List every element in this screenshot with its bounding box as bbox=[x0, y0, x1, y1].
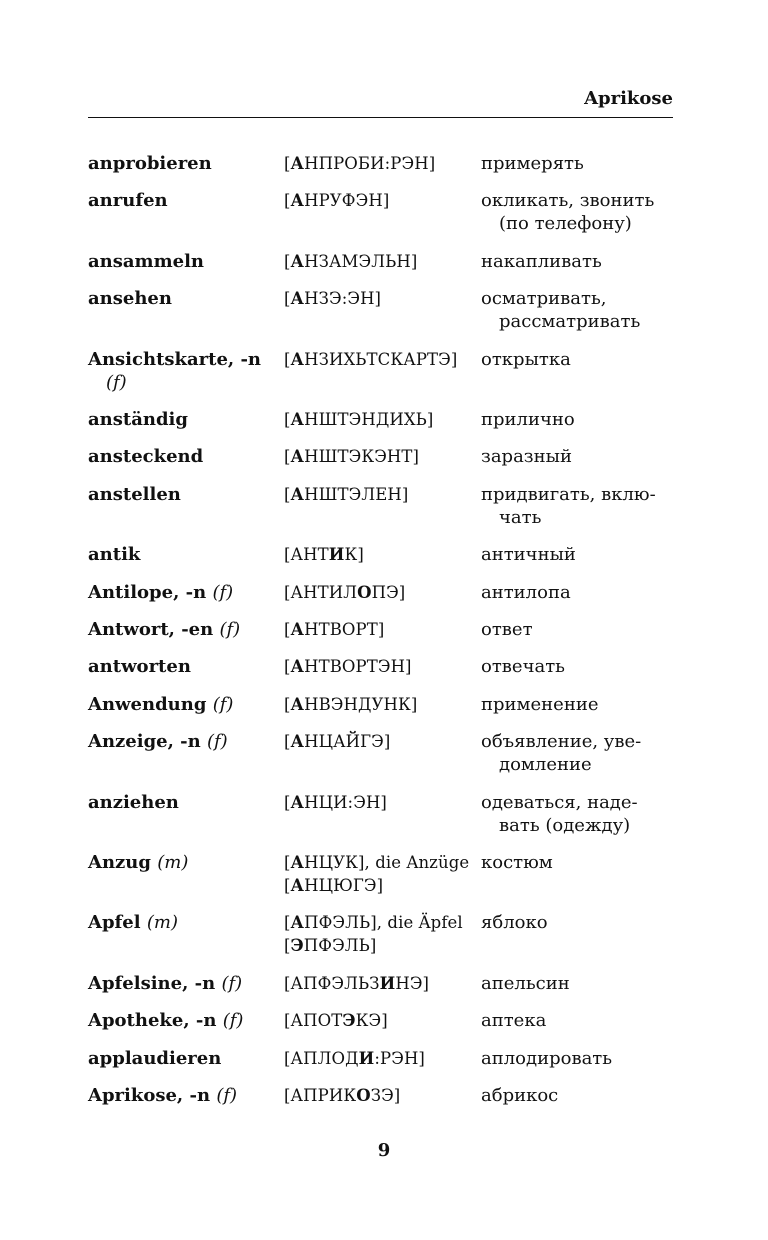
translation-line: ответ bbox=[481, 619, 533, 640]
dictionary-entry bbox=[88, 483, 673, 529]
dictionary-entry bbox=[88, 1009, 673, 1032]
stressed-syllable: И bbox=[358, 1048, 375, 1068]
translation-line: отвечать bbox=[481, 656, 565, 678]
page-number: 9 bbox=[377, 1140, 391, 1161]
dictionary-entry bbox=[88, 730, 673, 776]
headword bbox=[88, 543, 278, 566]
pronunciation: [АНЗЭ:ЭН] bbox=[284, 289, 382, 309]
headword bbox=[88, 152, 278, 175]
headword bbox=[88, 1009, 278, 1032]
headword-text: antik bbox=[88, 544, 141, 566]
pronunciation: [АПРИКОЗЭ] bbox=[284, 1086, 401, 1105]
dictionary-entry bbox=[88, 348, 673, 394]
stressed-syllable: А bbox=[290, 154, 305, 173]
dictionary-entry bbox=[88, 791, 673, 837]
translation-line: апельсин bbox=[481, 972, 570, 994]
translation-line: прилично bbox=[481, 409, 575, 430]
grammatical-gender: (f) bbox=[221, 972, 243, 994]
headword-text: Aprikose, -n bbox=[88, 1085, 211, 1106]
translation bbox=[481, 911, 676, 934]
grammatical-gender: (f) bbox=[106, 371, 127, 393]
pronunciation: [АНПРОБИ:РЭН] bbox=[284, 154, 436, 173]
translation bbox=[481, 1047, 676, 1070]
translation-line: рассматривать bbox=[499, 311, 641, 333]
translation-line: аплодировать bbox=[481, 1047, 613, 1069]
translation bbox=[481, 618, 676, 641]
headword-text: applaudieren bbox=[88, 1047, 222, 1069]
headword-text: anprobieren bbox=[88, 153, 212, 174]
stressed-syllable: А bbox=[290, 289, 305, 309]
stressed-syllable: О bbox=[357, 582, 372, 602]
translation-line: античный bbox=[481, 544, 576, 566]
header-rule bbox=[88, 117, 673, 118]
stressed-syllable: А bbox=[290, 853, 305, 872]
pronunciation: [АНТИК] bbox=[284, 545, 364, 565]
pronunciation: [АНЦИ:ЭН] bbox=[284, 792, 387, 812]
headword-text: anrufen bbox=[88, 190, 168, 212]
translation bbox=[481, 655, 676, 678]
headword bbox=[88, 348, 278, 394]
pronunciation: [АНТВОРТЭН] bbox=[284, 657, 412, 677]
translation-line: (по телефону) bbox=[499, 213, 632, 235]
translation bbox=[481, 693, 676, 716]
headword bbox=[88, 581, 278, 604]
headword-text: Apfelsine, -n bbox=[88, 972, 216, 994]
stressed-syllable: А bbox=[290, 447, 305, 467]
stressed-syllable: Э bbox=[342, 1011, 356, 1031]
stressed-syllable: А bbox=[290, 657, 305, 677]
pronunciation: [АНШТЭКЭНТ] bbox=[284, 447, 420, 467]
pronunciation: [АНРУФЭН] bbox=[284, 191, 390, 211]
stressed-syllable: А bbox=[290, 484, 305, 504]
headword-text: anständig bbox=[88, 409, 188, 430]
headword-text: Anzug bbox=[88, 852, 151, 873]
stressed-syllable: О bbox=[356, 1086, 371, 1105]
stressed-syllable: А bbox=[290, 251, 305, 271]
dictionary-entry bbox=[88, 250, 673, 273]
headword bbox=[88, 1047, 278, 1070]
headword bbox=[88, 1084, 278, 1107]
translation bbox=[481, 730, 676, 776]
stressed-syllable: А bbox=[290, 620, 305, 639]
stressed-syllable: И bbox=[328, 545, 345, 565]
translation bbox=[481, 152, 676, 175]
stressed-syllable: А bbox=[290, 876, 305, 895]
headword-text: ansehen bbox=[88, 288, 172, 310]
translation-line: костюм bbox=[481, 852, 553, 873]
pronunciation: [АНТИЛОПЭ] bbox=[284, 582, 406, 602]
stressed-syllable: А bbox=[290, 410, 305, 429]
translation-line: аптека bbox=[481, 1010, 547, 1032]
pronunciation: [АНШТЭЛЕН] bbox=[284, 484, 409, 504]
translation-line: антилопа bbox=[481, 581, 571, 603]
pronunciation: [АНЦАЙГЭ] bbox=[284, 732, 391, 752]
grammatical-gender: (f) bbox=[222, 1010, 244, 1032]
headword-text: Anwendung bbox=[88, 693, 207, 715]
translation-line: окликать, звонить bbox=[481, 190, 655, 212]
translation-line: придвигать, вклю- bbox=[481, 483, 656, 505]
dictionary-entry bbox=[88, 408, 673, 431]
pronunciation: [АНШТЭНДИХЬ] bbox=[284, 410, 434, 429]
stressed-syllable: Э bbox=[290, 936, 304, 956]
pronunciation: [АНТВОРТ] bbox=[284, 620, 385, 639]
pronunciation: [АПЛОДИ:РЭН] bbox=[284, 1048, 425, 1068]
stressed-syllable: А bbox=[290, 694, 305, 714]
translation bbox=[481, 445, 676, 468]
headword-text: ansammeln bbox=[88, 250, 205, 272]
headword-text: Anzeige, -n bbox=[88, 731, 201, 753]
stressed-syllable: А bbox=[290, 792, 305, 812]
translation bbox=[481, 483, 676, 529]
grammatical-gender: (f) bbox=[212, 581, 234, 603]
translation bbox=[481, 972, 676, 995]
headword bbox=[88, 250, 278, 273]
stressed-syllable: А bbox=[290, 349, 305, 369]
headword bbox=[88, 693, 278, 716]
stressed-syllable: А bbox=[290, 191, 305, 211]
grammatical-gender: (m) bbox=[157, 852, 189, 873]
stressed-syllable: И bbox=[379, 973, 396, 993]
translation-line: абрикос bbox=[481, 1085, 559, 1106]
pronunciation: [АПФЭЛЬ], die Äpfel [ЭПФЭЛЬ] bbox=[284, 913, 463, 956]
translation-line: объявление, уве- bbox=[481, 731, 642, 753]
translation-line: применение bbox=[481, 693, 599, 715]
dictionary-entry bbox=[88, 152, 673, 175]
translation bbox=[481, 408, 676, 431]
pronunciation: [АНВЭНДУНК] bbox=[284, 694, 418, 714]
translation-line: заразный bbox=[481, 446, 572, 468]
grammatical-gender: (f) bbox=[219, 619, 241, 640]
dictionary-entry bbox=[88, 618, 673, 641]
translation-line: одеваться, наде- bbox=[481, 791, 638, 813]
headword-text: anstellen bbox=[88, 483, 181, 505]
headword bbox=[88, 618, 278, 641]
translation bbox=[481, 250, 676, 273]
headword bbox=[88, 189, 278, 212]
translation-line: примерять bbox=[481, 153, 584, 174]
dictionary-entry bbox=[88, 1047, 673, 1070]
translation bbox=[481, 287, 676, 333]
translation bbox=[481, 543, 676, 566]
translation bbox=[481, 1084, 676, 1107]
grammatical-gender: (m) bbox=[146, 912, 178, 934]
headword-text: anziehen bbox=[88, 791, 179, 813]
headword bbox=[88, 655, 278, 678]
headword-text: Antilope, -n bbox=[88, 581, 207, 603]
translation bbox=[481, 348, 676, 371]
translation bbox=[481, 1009, 676, 1032]
grammatical-gender: (f) bbox=[212, 693, 234, 715]
headword bbox=[88, 445, 278, 468]
headword-text: antworten bbox=[88, 656, 191, 678]
dictionary-entry bbox=[88, 972, 673, 995]
stressed-syllable: А bbox=[290, 732, 305, 752]
translation-line: осматривать, bbox=[481, 288, 607, 310]
dictionary-entry bbox=[88, 543, 673, 566]
headword-text: Ansichtskarte, -n bbox=[88, 348, 261, 370]
grammatical-gender: (f) bbox=[216, 1085, 238, 1106]
dictionary-entry bbox=[88, 655, 673, 678]
headword bbox=[88, 483, 278, 506]
dictionary-entry bbox=[88, 1084, 673, 1107]
stressed-syllable: А bbox=[290, 913, 305, 933]
dictionary-entry bbox=[88, 911, 673, 957]
pronunciation: [АНЦУК], die Anzüge [АНЦЮГЭ] bbox=[284, 853, 470, 895]
pronunciation: [АПОТЭКЭ] bbox=[284, 1011, 388, 1031]
translation-line: накапливать bbox=[481, 250, 602, 272]
translation-line: чать bbox=[499, 506, 542, 528]
pronunciation: [АПФЭЛЬЗИНЭ] bbox=[284, 973, 430, 993]
dictionary-entry bbox=[88, 445, 673, 468]
translation bbox=[481, 851, 676, 874]
headword bbox=[88, 911, 278, 934]
translation bbox=[481, 791, 676, 837]
translation bbox=[481, 581, 676, 604]
headword bbox=[88, 287, 278, 310]
headword bbox=[88, 408, 278, 431]
dictionary-entry bbox=[88, 581, 673, 604]
dictionary-entry bbox=[88, 287, 673, 333]
dictionary-entry bbox=[88, 693, 673, 716]
headword-text: ansteckend bbox=[88, 446, 204, 468]
translation-line: вать (одежду) bbox=[499, 814, 631, 836]
translation bbox=[481, 189, 676, 235]
running-head: Aprikose bbox=[584, 88, 673, 109]
headword bbox=[88, 851, 278, 874]
translation-line: открытка bbox=[481, 348, 571, 370]
pronunciation: [АНЗАМЭЛЬН] bbox=[284, 251, 418, 271]
headword bbox=[88, 730, 278, 753]
headword bbox=[88, 791, 278, 814]
pronunciation: [АНЗИХЬТСКАРТЭ] bbox=[284, 349, 458, 369]
translation-line: домление bbox=[499, 754, 592, 776]
headword bbox=[88, 972, 278, 995]
dictionary-entry bbox=[88, 851, 673, 897]
translation-line: яблоко bbox=[481, 912, 548, 934]
headword-text: Apfel bbox=[88, 912, 141, 934]
headword-text: Antwort, -en bbox=[88, 619, 214, 640]
dictionary-entry bbox=[88, 189, 673, 235]
headword-text: Apotheke, -n bbox=[88, 1010, 217, 1032]
grammatical-gender: (f) bbox=[206, 731, 228, 753]
